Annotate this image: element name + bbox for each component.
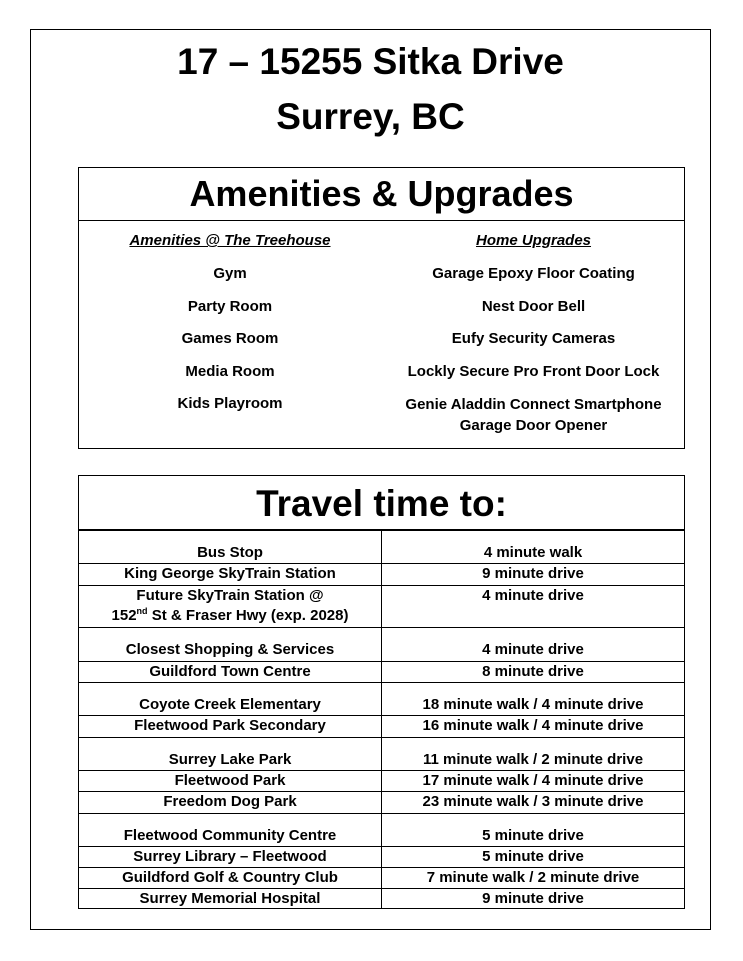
time-cell: 4 minute drive [482, 641, 584, 658]
time-cell: 9 minute drive [482, 890, 584, 907]
ordinal-suffix: nd [136, 606, 148, 616]
amenity-item: Kids Playroom [177, 395, 283, 412]
table-row [79, 846, 684, 867]
upgrade-item: Genie Aladdin Connect Smartphone Garage Door Opener [405, 396, 662, 434]
upgrades-heading: Home Upgrades [475, 232, 592, 249]
upgrade-item: Eufy Security Cameras [451, 330, 616, 347]
address-line-2: Surrey, BC [276, 96, 465, 137]
destination-cell: Fleetwood Community Centre [123, 827, 337, 844]
table-row [79, 530, 684, 563]
upgrade-item: Nest Door Bell [481, 297, 586, 315]
street-number: 152 [111, 607, 137, 624]
table-row [79, 661, 684, 682]
destination-cell: King George SkyTrain Station [124, 565, 336, 582]
destination-cell: Coyote Creek Elementary [139, 696, 321, 713]
amenities-box [78, 167, 685, 449]
amenity-item: Gym [213, 265, 247, 282]
destination-cell: Closest Shopping & Services [125, 641, 335, 658]
destination-cell: Bus Stop [197, 544, 263, 561]
time-cell: 11 minute walk / 2 minute drive [422, 751, 644, 768]
address-line-1: 17 – 15255 Sitka Drive [177, 41, 564, 82]
time-cell: 16 minute walk / 4 minute drive [422, 717, 644, 734]
table-row [79, 770, 684, 791]
time-cell: 4 minute walk [483, 544, 583, 561]
time-cell: 18 minute walk / 4 minute drive [422, 696, 644, 713]
time-cell: 5 minute drive [482, 848, 584, 865]
table-row [79, 715, 684, 737]
table-row [79, 563, 684, 585]
destination-cell: Guildford Town Centre [149, 663, 311, 680]
table-row [79, 888, 684, 908]
travel-table [78, 475, 685, 909]
destination-cell: Freedom Dog Park [163, 793, 297, 810]
upgrades-column [381, 231, 686, 436]
time-cell: 23 minute walk / 3 minute drive [422, 793, 644, 810]
destination-cell: Surrey Library – Fleetwood [133, 848, 327, 865]
destination-cell: Fleetwood Park [174, 772, 286, 789]
amenity-item: Media Room [185, 362, 275, 380]
travel-title: Travel time to: [79, 476, 684, 530]
amenity-item: Party Room [187, 297, 273, 315]
destination-cell: Surrey Lake Park [168, 751, 292, 768]
table-row [79, 585, 684, 627]
table-row [79, 682, 684, 715]
time-cell: 17 minute walk / 4 minute drive [422, 772, 644, 789]
destination-cell: Surrey Memorial Hospital [139, 890, 321, 907]
amenity-item: Games Room [181, 330, 279, 347]
upgrade-item: Garage Epoxy Floor Coating [432, 265, 635, 282]
destination-cell: Fleetwood Park Secondary [134, 717, 326, 734]
destination-line: Future SkyTrain Station @ [136, 587, 324, 604]
amenities-column [79, 231, 381, 427]
street-rest: St & Fraser Hwy (exp. 2028) [147, 607, 349, 624]
destination-cell [79, 586, 381, 626]
destination-cell: Guildford Golf & Country Club [122, 869, 338, 886]
upgrade-item: Lockly Secure Pro Front Door Lock [407, 362, 660, 380]
time-cell: 4 minute drive [482, 587, 584, 604]
amenities-heading: Amenities @ The Treehouse [129, 232, 331, 249]
table-row [79, 737, 684, 770]
time-cell: 8 minute drive [482, 663, 584, 680]
time-cell: 7 minute walk / 2 minute drive [426, 869, 640, 886]
time-cell: 9 minute drive [482, 565, 584, 582]
amenities-title: Amenities & Upgrades [79, 168, 684, 221]
table-row [79, 813, 684, 846]
destination-line [79, 606, 381, 626]
table-row [79, 627, 684, 661]
table-row [79, 867, 684, 888]
time-cell: 5 minute drive [482, 827, 584, 844]
table-row [79, 791, 684, 813]
